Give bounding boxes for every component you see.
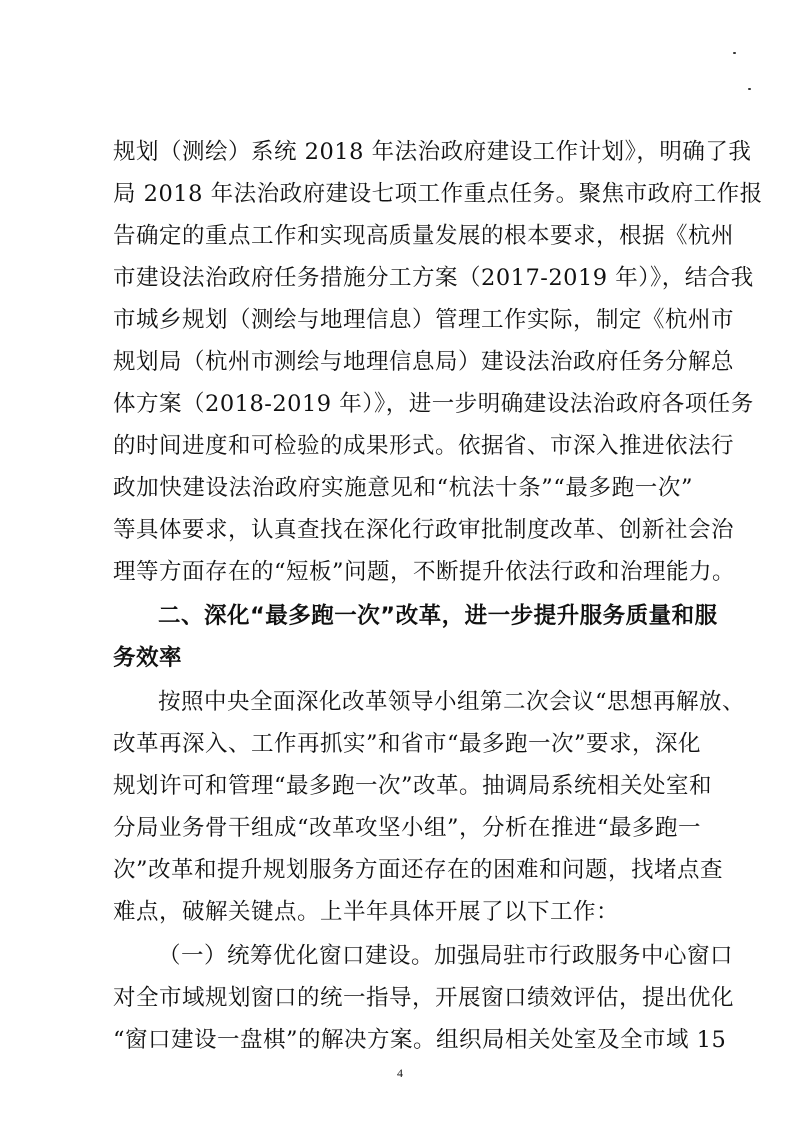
paragraph-first-line: 按照中央全面深化改革领导小组第二次会议“思想再解放、 bbox=[158, 689, 746, 715]
body-line: 市建设法治政府任务措施分工方案（2017-2019 年）》，结合我 bbox=[113, 265, 754, 291]
scan-speck bbox=[733, 52, 736, 54]
body-line: 分局业务骨干组成“改革攻坚小组”，分析在推进“最多跑一 bbox=[113, 815, 702, 841]
body-line: 改革再深入、工作再抓实”和省市“最多跑一次”要求，深化 bbox=[113, 731, 702, 757]
body-line: 理等方面存在的“短板”问题，不断提升依法行政和治理能力。 bbox=[113, 559, 736, 585]
body-line: 告确定的重点工作和实现高质量发展的根本要求，根据《杭州 bbox=[113, 223, 735, 249]
body-line: 对全市域规划窗口的统一指导，开展窗口绩效评估，提出优化 bbox=[113, 985, 735, 1011]
scan-speck bbox=[748, 88, 751, 90]
body-line: 规划（测绘）系统 2018 年法治政府建设工作计划》，明确了我 bbox=[113, 139, 752, 165]
body-line: 难点，破解关键点。上半年具体开展了以下工作： bbox=[113, 899, 620, 925]
body-line: 规划许可和管理“最多跑一次”改革。抽调局系统相关处室和 bbox=[113, 773, 713, 799]
section-heading: 二、深化“最多跑一次”改革，进一步提升服务质量和服 bbox=[158, 603, 718, 629]
body-line: 次”改革和提升规划服务方面还存在的困难和问题，找堵点查 bbox=[113, 857, 724, 883]
body-line: “窗口建设一盘棋”的解决方案。组织局相关处室及全市域 15 bbox=[113, 1027, 727, 1053]
section-heading-continued: 务效率 bbox=[113, 645, 183, 671]
body-line: 市城乡规划（测绘与地理信息）管理工作实际，制定《杭州市 bbox=[113, 307, 735, 333]
body-line: 等具体要求，认真查找在深化行政审批制度改革、创新社会治 bbox=[113, 517, 735, 543]
body-line: 的时间进度和可检验的成果形式。依据省、市深入推进依法行 bbox=[113, 433, 735, 459]
page-number: 4 bbox=[397, 1066, 403, 1080]
body-line: 政加快建设法治政府实施意见和“杭法十条”“最多跑一次” bbox=[113, 475, 693, 501]
body-line: 局 2018 年法治政府建设七项工作重点任务。聚焦市政府工作报 bbox=[113, 181, 763, 207]
subsection-first-line: （一）统筹优化窗口建设。加强局驻市行政服务中心窗口 bbox=[158, 943, 734, 969]
body-line: 体方案（2018-2019 年）》，进一步明确建设法治政府各项任务 bbox=[113, 391, 754, 417]
body-line: 规划局（杭州市测绘与地理信息局）建设法治政府任务分解总 bbox=[113, 349, 735, 375]
